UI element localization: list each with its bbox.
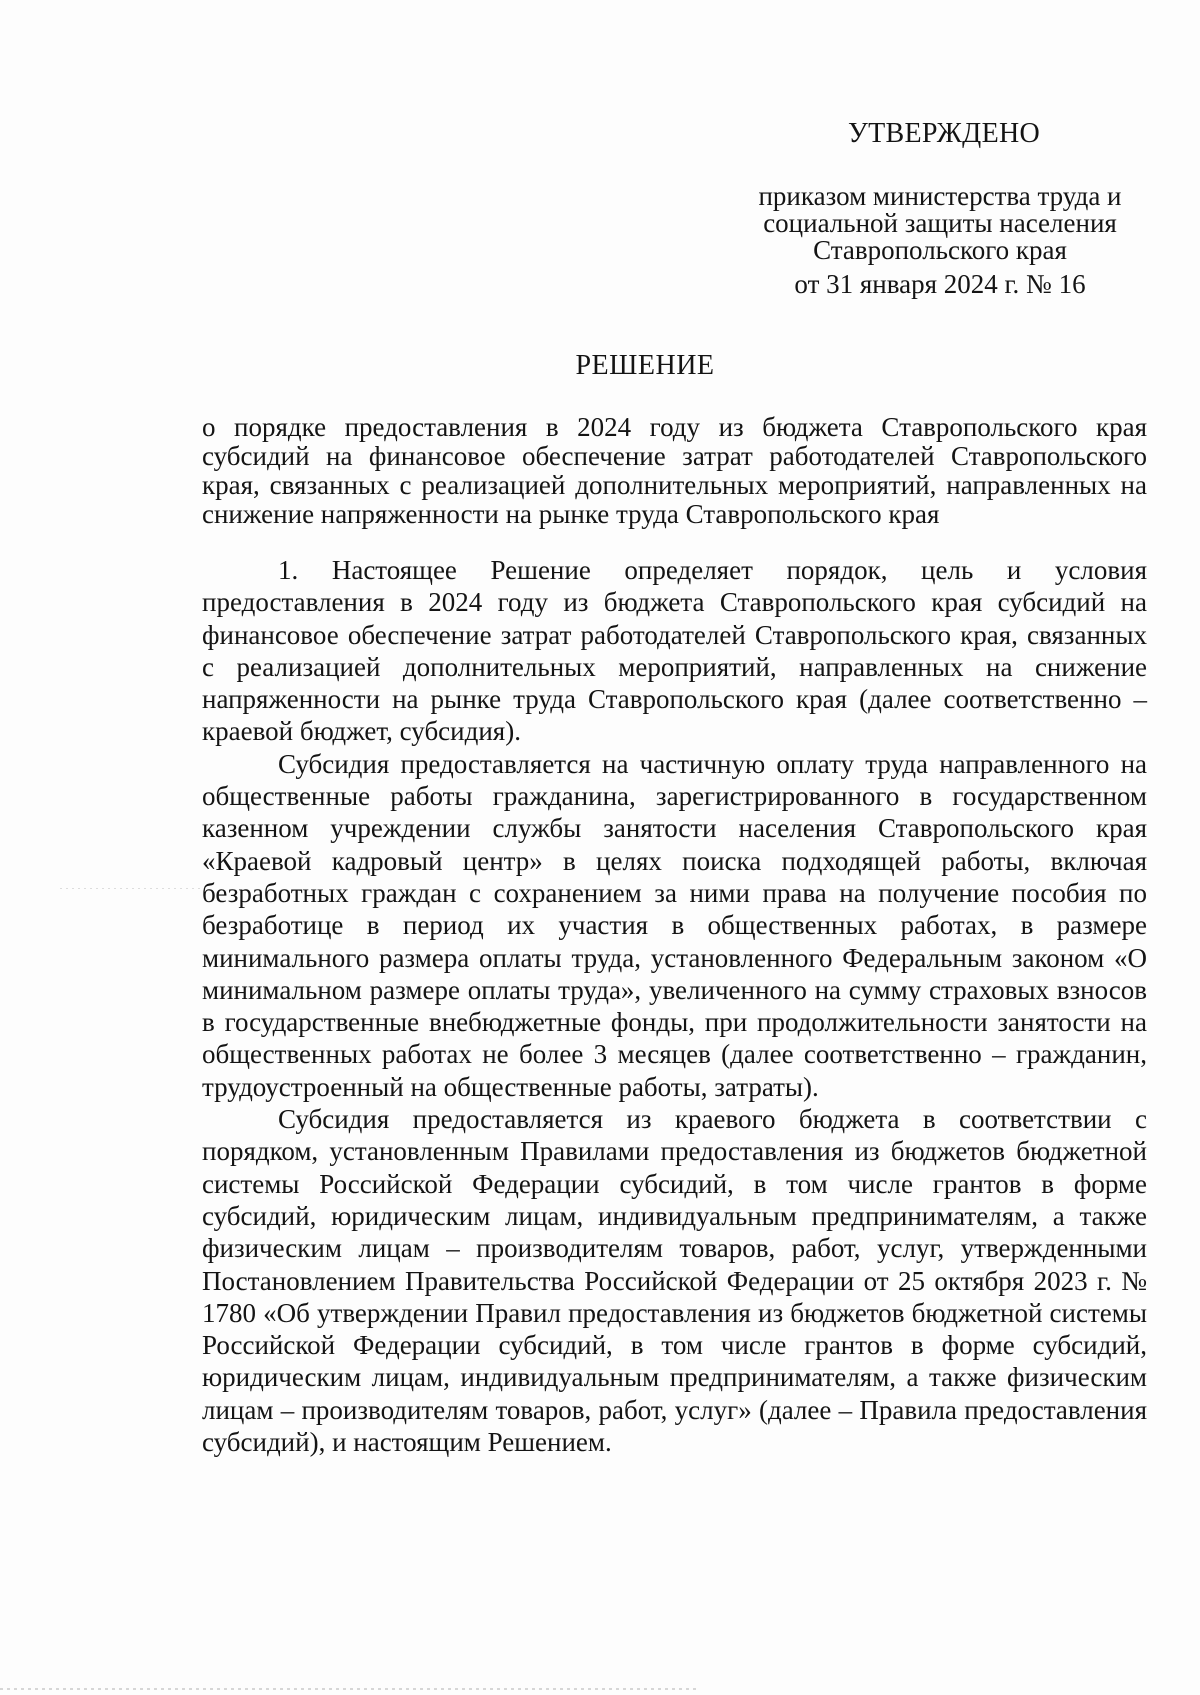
document-title: РЕШЕНИЕ bbox=[575, 350, 715, 381]
paragraph-3: Субсидия предоставляется из краевого бюджета в соответствии с порядком, установленным Правилами предоставления из бюджетов бюджетной системы Российской Федерации субсидий, в том числе грантов в форме субсидий, юридическим лицам, индивидуальным предпринимателям, а также физическим лицам – производителям товаров, работ, услуг, утвержденными Постановлением Правительства Российской Федерации от 25 октября 2023 г. № 1780 «Об утверждении Правил предоставления из бюджетов бюджетной системы Российской Федерации субсидий, в том числе грантов в форме субсидий, юридическим лицам, индивидуальным предпринимателям, а также физическим лицам – производителям товаров, работ, услуг» (далее – Правила предоставления субсидий), и настоящим Решением. bbox=[202, 1104, 1147, 1458]
approval-region-line: Ставропольского края bbox=[813, 235, 1067, 265]
scan-artifact-left bbox=[60, 888, 200, 889]
approval-block bbox=[720, 120, 1160, 298]
scan-artifact-bottom bbox=[0, 1688, 700, 1690]
document-body bbox=[202, 554, 1147, 1458]
paragraph-2: Субсидия предоставляется на частичную оплату труда направленного на общественные работы гражданина, зарегистрированного в государственном казенном учреждении службы занятости населения Ставропольского края «Краевой кадровый центр» в целях поиска подходящей работы, включая безработных граждан с сохранением за ними права на получение пособия по безработице в период их участия в общественных работах, в размере минимального размера оплаты труда, установленного Федеральным законом «О минимальном размере оплаты труда», увеличенного на сумму страховых взносов в государственные внебюджетные фонды, при продолжительности занятости на общественных работах не более 3 месяцев (далее соответственно – гражданин, трудоустроенный на общественные работы, затраты). bbox=[202, 748, 1147, 1102]
approval-order-line: приказом министерства труда и bbox=[758, 181, 1122, 211]
approved-stamp-heading: УТВЕРЖДЕНО bbox=[848, 118, 1041, 149]
document-subject: о порядке предоставления в 2024 году из бюджета Ставропольского края субсидий на финансовое обеспечение затрат работодателей Ставропольского края, связанных с реализацией дополнительных мероприятий, направленных на снижение напряженности на рынке труда Ставропольского края bbox=[202, 412, 1147, 529]
approval-date: от 31 января 2024 г. № 16 bbox=[794, 269, 1086, 299]
approval-ministry-line: социальной защиты населения bbox=[763, 208, 1117, 238]
paragraph-1: 1. Настоящее Решение определяет порядок, цель и условия предоставления в 2024 году из бюджета Ставропольского края субсидий на финансовое обеспечение затрат работодателей Ставропольского края, связанных с реализацией дополнительных мероприятий, направленных на снижение напряженности на рынке труда Ставропольского края (далее соответственно – краевой бюджет, субсидия). bbox=[202, 555, 1147, 747]
